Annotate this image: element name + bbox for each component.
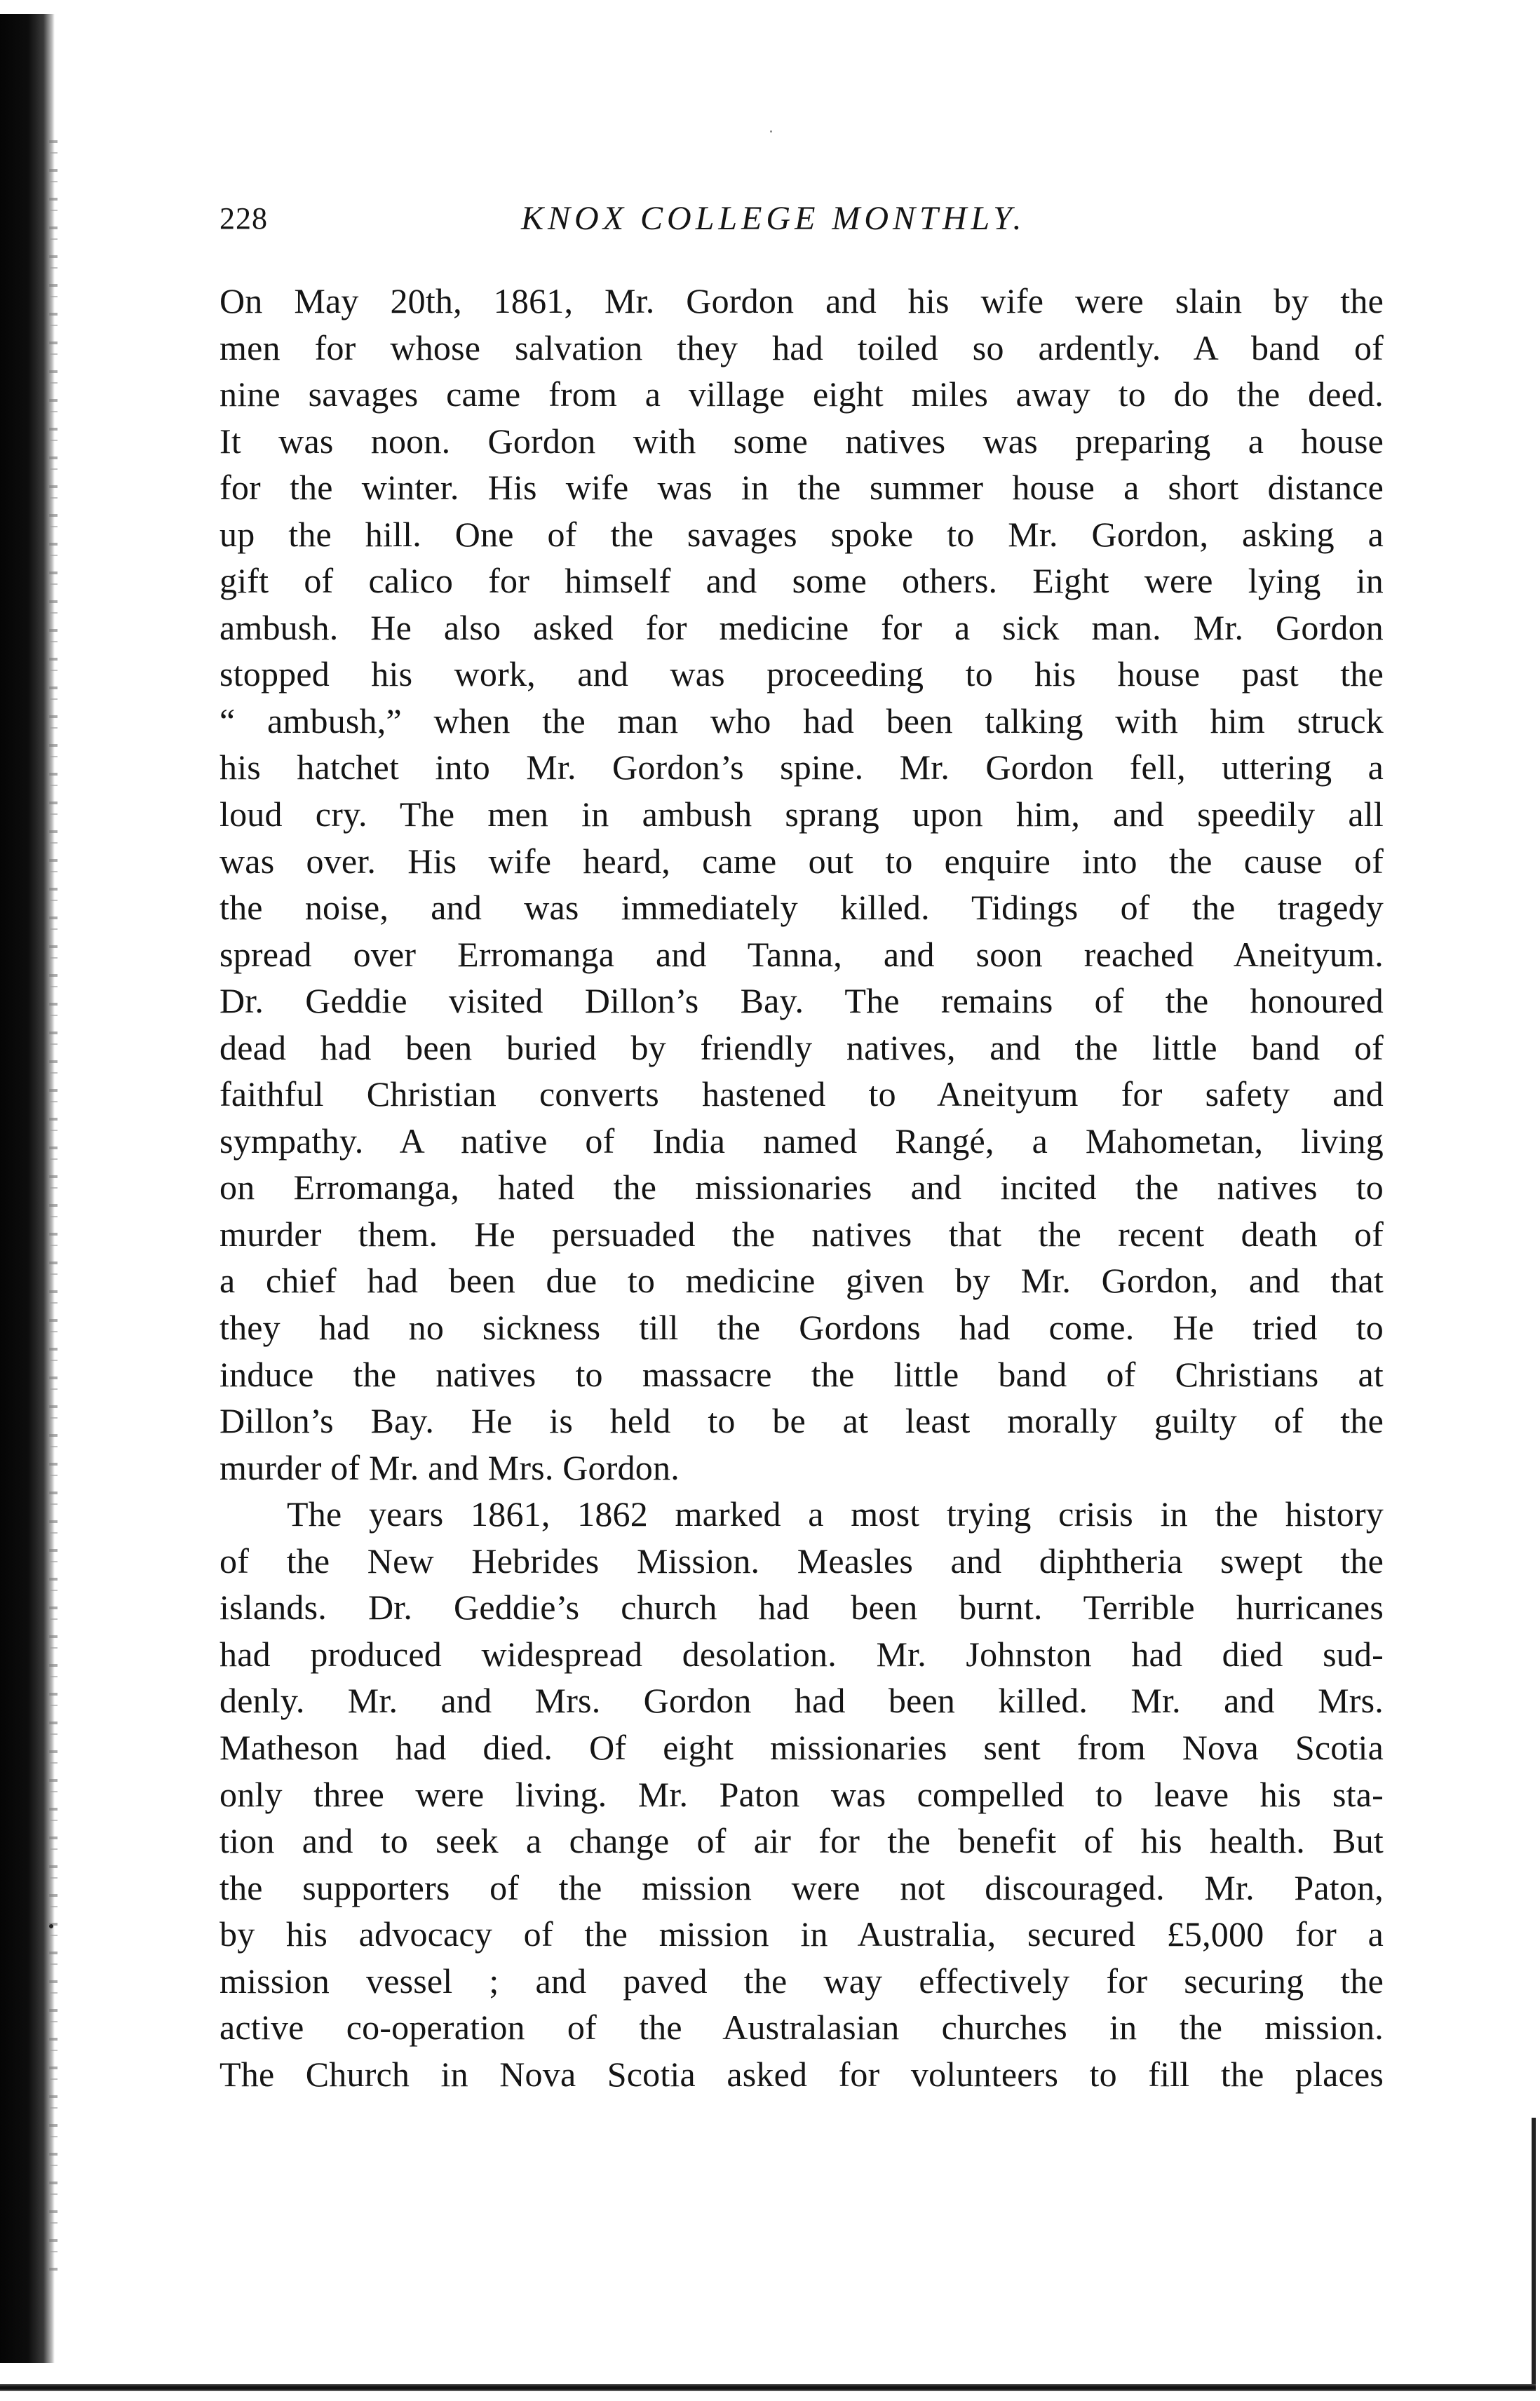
text-line: induce the natives to massacre the little band of Christians at: [219, 1354, 1384, 1394]
text-line: The years 1861, 1862 marked a most trying crisis in the history: [287, 1494, 1384, 1534]
running-head: [219, 198, 1405, 240]
text-line: loud cry. The men in ambush sprang upon him, and speedily all: [219, 794, 1384, 834]
text-line: “ ambush,” when the man who had been talking with him struck: [219, 701, 1384, 740]
text-line: faithful Christian converts hastened to Aneityum for safety and: [219, 1074, 1384, 1114]
text-line: sympathy. A native of India named Rangé, a Mahometan, living: [219, 1121, 1384, 1161]
text-line: only three were living. Mr. Paton was compelled to leave his sta-: [219, 1774, 1384, 1814]
text-line: ambush. He also asked for medicine for a sick man. Mr. Gordon: [219, 607, 1384, 647]
body-text: [219, 278, 1384, 2097]
page-edge-bottom: [0, 2384, 1536, 2391]
text-line: spread over Erromanga and Tanna, and soon reached Aneityum.: [219, 934, 1384, 974]
text-line: islands. Dr. Geddie’s church had been burnt. Terrible hurricanes: [219, 1588, 1384, 1628]
text-line: gift of calico for himself and some others. Eight were lying in: [219, 561, 1384, 601]
text-line: his hatchet into Mr. Gordon’s spine. Mr. Gordon fell, uttering a: [219, 748, 1384, 787]
text-line: a chief had been due to medicine given by Mr. Gordon, and that: [219, 1261, 1384, 1301]
text-line: Dillon’s Bay. He is held to be at least morally guilty of the: [219, 1401, 1384, 1441]
text-line: by his advocacy of the mission in Australia, secured £5,000 for a: [219, 1914, 1384, 1954]
journal-title: KNOX COLLEGE MONTHLY.: [521, 200, 1026, 237]
page-number: 228: [219, 201, 268, 236]
text-line: Matheson had died. Of eight missionaries sent from Nova Scotia: [219, 1727, 1384, 1767]
text-line: up the hill. One of the savages spoke to Mr. Gordon, asking a: [219, 514, 1384, 554]
text-line: for the winter. His wife was in the summer house a short distance: [219, 468, 1384, 508]
text-line: murder of Mr. and Mrs. Gordon.: [219, 1447, 680, 1487]
binding-edge: [0, 14, 55, 2363]
text-line: the supporters of the mission were not discouraged. Mr. Paton,: [219, 1867, 1384, 1907]
text-line: had produced widespread desolation. Mr. Johnston had died sud-: [219, 1634, 1384, 1674]
scan-speck: [49, 1924, 53, 1928]
binding-speckle: [49, 140, 58, 2279]
paragraph-2: [219, 1491, 1384, 2097]
page-edge-right: [1532, 2118, 1536, 2391]
text-line: nine savages came from a village eight miles away to do the deed.: [219, 374, 1384, 414]
text-line: mission vessel ; and paved the way effectively for securing the: [219, 1961, 1384, 2001]
text-line: murder them. He persuaded the natives that the recent death of: [219, 1214, 1384, 1254]
text-line: men for whose salvation they had toiled so ardently. A band of: [219, 327, 1384, 367]
text-line: On May 20th, 1861, Mr. Gordon and his wife were slain by the: [219, 281, 1384, 320]
text-line: active co-operation of the Australasian churches in the mission.: [219, 2008, 1384, 2048]
text-line: stopped his work, and was proceeding to his house past the: [219, 654, 1384, 694]
text-line: tion and to seek a change of air for the benefit of his health. But: [219, 1821, 1384, 1861]
text-line: denly. Mr. and Mrs. Gordon had been killed. Mr. and Mrs.: [219, 1681, 1384, 1721]
scan-speck: [770, 130, 772, 133]
text-line: was over. His wife heard, came out to enquire into the cause of: [219, 841, 1384, 881]
text-line: they had no sickness till the Gordons had come. He tried to: [219, 1308, 1384, 1348]
paragraph-1: [219, 278, 1384, 1491]
text-line: The Church in Nova Scotia asked for volunteers to fill the places: [219, 2054, 1384, 2094]
text-line: of the New Hebrides Mission. Measles and diphtheria swept the: [219, 1541, 1384, 1581]
text-line: dead had been buried by friendly natives, and the little band of: [219, 1027, 1384, 1067]
text-line: It was noon. Gordon with some natives was preparing a house: [219, 421, 1384, 461]
text-line: the noise, and was immediately killed. Tidings of the tragedy: [219, 888, 1384, 928]
text-line: on Erromanga, hated the missionaries and incited the natives to: [219, 1168, 1384, 1208]
text-line: Dr. Geddie visited Dillon’s Bay. The remains of the honoured: [219, 981, 1384, 1021]
